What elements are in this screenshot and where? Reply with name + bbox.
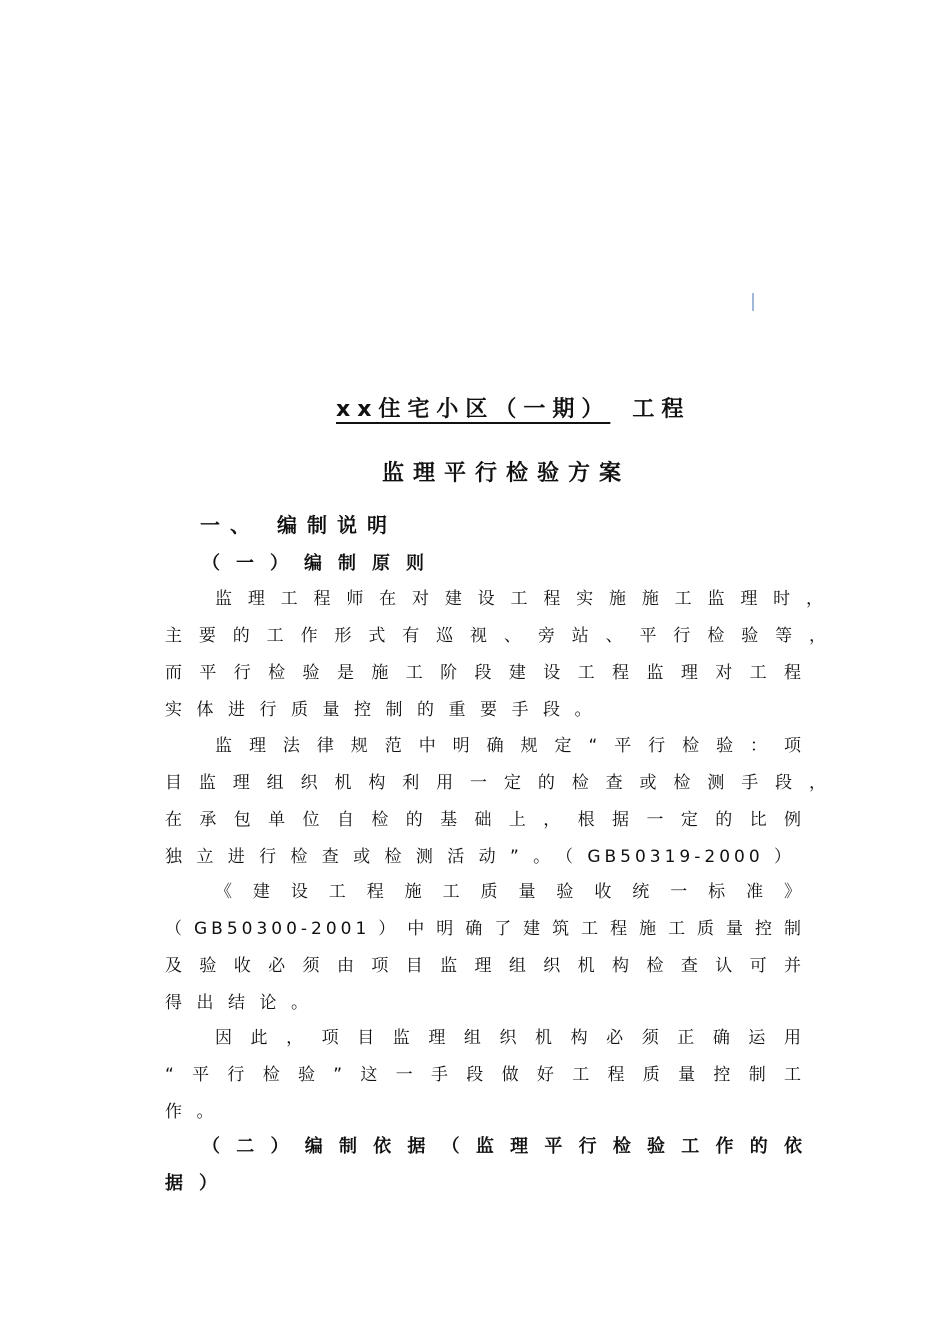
document-title-line1	[298, 392, 738, 432]
subsection-heading-1: （一）编制原则	[202, 553, 440, 574]
para2-line4: 独立进行检查或检测活动”。（GB50319-2000）	[165, 847, 795, 867]
para3-line2: （GB50300-2001）中明确了建筑工程施工质量控制	[165, 919, 805, 939]
para4-line2: “平行检验”这一手段做好工程质量控制工	[165, 1065, 805, 1085]
subsection-heading-2-line2: 据）	[165, 1173, 233, 1194]
para2-line2: 目监理组织机构利用一定的检查或检测手段，	[165, 773, 830, 793]
para4-line3: 作。	[165, 1102, 228, 1122]
para2-line3: 在承包单位自检的基础上，根据一定的比例	[165, 810, 805, 830]
text-cursor-mark	[752, 293, 754, 311]
para1-line4: 实体进行质量控制的重要手段。	[165, 700, 606, 720]
para1-line1: 监理工程师在对建设工程实施施工监理时，	[215, 589, 827, 609]
para2-line1: 监理法律规范中明确规定“平行检验：项	[215, 736, 805, 756]
para1-line3: 而平行检验是施工阶段建设工程监理对工程	[165, 663, 805, 683]
para3-line3: 及验收必须由项目监理组织机构检查认可并	[165, 956, 805, 976]
para3-line4: 得出结论。	[165, 993, 323, 1013]
para4-line1: 因此，项目监理组织机构必须正确运用	[215, 1028, 805, 1048]
para3-line1: 《建设工程施工质量验收统一标准》	[215, 882, 805, 902]
project-name: xx住宅小区（一期）	[336, 397, 611, 422]
subsection-heading-2-line1: （二）编制依据（监理平行检验工作的依	[202, 1136, 802, 1157]
project-name-underlined	[298, 392, 632, 423]
document-title-line2: 监理平行检验方案	[382, 461, 631, 486]
section-heading-1: 一、 编制说明	[200, 513, 397, 537]
para1-line2: 主要的工作形式有巡视、旁站、平行检验等，	[165, 626, 830, 646]
title-suffix: 工程	[632, 397, 691, 422]
